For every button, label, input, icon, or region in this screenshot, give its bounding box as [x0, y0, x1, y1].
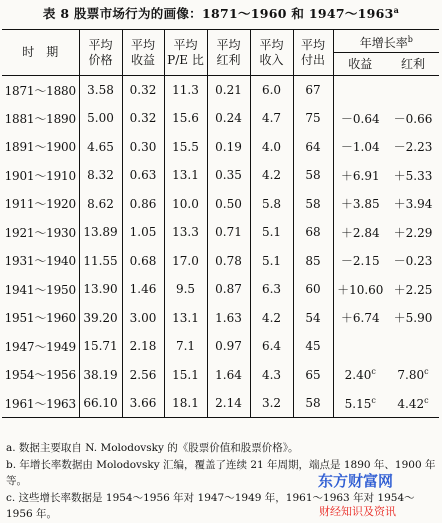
cell-avg-pe: 10.0 [164, 190, 207, 219]
cell-avg-price: 8.32 [79, 161, 122, 190]
table-body [2, 76, 439, 418]
cell-avg-dividend: 0.21 [207, 76, 250, 105]
cell-avg-yield: 6.3 [250, 275, 293, 304]
cell-period: 1891～1900 [4, 140, 76, 155]
cell-growth-earnings: ＋10.60 [333, 275, 387, 304]
cell-avg-earnings: 0.63 [122, 161, 164, 190]
cell-avg-price: 38.19 [79, 361, 122, 390]
cell-avg-pe: 9.5 [164, 275, 207, 304]
cell-avg-pe: 7.1 [164, 332, 207, 361]
cell-avg-earnings: 2.56 [122, 361, 164, 390]
cell-growth-earnings: ＋6.91 [333, 161, 387, 190]
table-row [2, 218, 439, 247]
footnote-b: b. 年增长率数据由 Molodovsky 汇编，覆盖了连续 21 年周期，端点是 1890 年、1900 年等。 [6, 458, 436, 487]
cell-growth-dividend: ＋5.90 [393, 311, 433, 326]
cell-avg-pe: 11.3 [164, 76, 207, 105]
cell-avg-payout: 58 [293, 161, 333, 190]
cell-avg-dividend: 1.64 [207, 361, 250, 390]
cell-avg-price: 3.58 [79, 76, 122, 105]
stock-market-table [2, 29, 439, 418]
cell-growth-dividend [387, 76, 439, 105]
cell-growth-dividend: 7.80$^c$ [397, 367, 429, 383]
cell-avg-yield: 5.1 [250, 218, 293, 247]
cell-growth-earnings [333, 76, 387, 105]
table-row [2, 190, 439, 219]
header-avg-price: 平均 价格 [79, 30, 122, 76]
cell-period: 1941～1950 [4, 282, 76, 297]
cell-avg-price: 8.62 [79, 190, 122, 219]
header-avg-yield: 平均 收入 [250, 30, 293, 76]
cell-avg-yield: 5.8 [250, 190, 293, 219]
cell-growth-dividend: ＋3.94 [393, 197, 433, 212]
cell-avg-earnings: 1.46 [122, 275, 164, 304]
cell-growth-dividend: ＋5.33 [393, 168, 433, 183]
table-row [2, 104, 439, 133]
cell-avg-pe: 13.1 [164, 304, 207, 333]
header-avg-dividend: 平均 红利 [207, 30, 250, 76]
cell-avg-price: 39.20 [79, 304, 122, 333]
cell-avg-earnings: 3.66 [122, 389, 164, 418]
cell-avg-payout: 60 [293, 275, 333, 304]
table-row [2, 76, 439, 105]
cell-avg-yield: 4.0 [250, 133, 293, 162]
table-row [2, 389, 439, 418]
cell-avg-earnings: 0.68 [122, 247, 164, 276]
cell-avg-payout: 67 [293, 76, 333, 105]
cell-growth-dividend: 4.42$^c$ [397, 395, 429, 411]
cell-avg-earnings: 0.32 [122, 104, 164, 133]
cell-avg-payout: 45 [293, 332, 333, 361]
cell-avg-payout: 75 [293, 104, 333, 133]
cell-period: 1921～1930 [4, 225, 76, 240]
table-row [2, 332, 439, 361]
cell-growth-earnings: ＋6.74 [333, 304, 387, 333]
growth-footnote-mark: b [407, 34, 413, 44]
cell-avg-dividend: 0.24 [207, 104, 250, 133]
cell-avg-dividend: 0.87 [207, 275, 250, 304]
cell-growth-dividend: －0.66 [393, 111, 433, 126]
cell-growth-earnings [333, 332, 387, 361]
header-avg-pe: 平均 P/E 比 [164, 30, 207, 76]
cell-avg-price: 66.10 [79, 389, 122, 418]
table-header [2, 30, 439, 76]
cell-growth-dividend: ＋2.25 [393, 282, 433, 297]
cell-period: 1901～1910 [4, 168, 76, 183]
cell-avg-yield: 4.3 [250, 361, 293, 390]
cell-period: 1947～1949 [4, 339, 76, 354]
cell-avg-payout: 54 [293, 304, 333, 333]
table-title [0, 4, 442, 22]
cell-avg-dividend: 0.78 [207, 247, 250, 276]
cell-avg-payout: 58 [293, 190, 333, 219]
cell-avg-yield: 4.2 [250, 161, 293, 190]
cell-avg-payout: 58 [293, 389, 333, 418]
watermark-tagline: 财经知识及资讯 [319, 505, 396, 518]
cell-avg-yield: 5.1 [250, 247, 293, 276]
cell-avg-pe: 15.5 [164, 133, 207, 162]
cell-period: 1951～1960 [4, 311, 76, 326]
footnote-c: c. 这些增长率数据是 1954～1956 年对 1947～1949 年，1961～1963 年对 1954～1956 年。 [6, 491, 415, 520]
cell-period: 1871～1880 [4, 83, 76, 98]
cell-avg-payout: 85 [293, 247, 333, 276]
cell-growth-dividend: －2.23 [393, 140, 433, 155]
cell-avg-yield: 4.2 [250, 304, 293, 333]
cell-period: 1881～1890 [4, 111, 76, 126]
header-avg-payout: 平均 付出 [293, 30, 333, 76]
cell-growth-earnings: 2.40$^c$ [333, 361, 387, 390]
header-growth: 年增长率$^b$ [333, 30, 439, 53]
table-title-text: 表 8 股票市场行为的画像：1871～1960 和 1947～1963 [42, 6, 394, 21]
cell-avg-yield: 4.7 [250, 104, 293, 133]
cell-avg-earnings: 1.05 [122, 218, 164, 247]
header-avg-earnings: 平均 收益 [122, 30, 164, 76]
cell-avg-earnings: 2.18 [122, 332, 164, 361]
cell-avg-price: 13.89 [79, 218, 122, 247]
cell-avg-earnings: 0.30 [122, 133, 164, 162]
cell-avg-pe: 13.3 [164, 218, 207, 247]
cell-avg-pe: 13.1 [164, 161, 207, 190]
cell-avg-yield: 3.2 [250, 389, 293, 418]
cell-period: 1911～1920 [4, 197, 76, 212]
header-period: 时 期 [22, 45, 59, 59]
table-row [2, 133, 439, 162]
table-row [2, 161, 439, 190]
cell-avg-pe: 17.0 [164, 247, 207, 276]
cell-growth-earnings: ＋2.84 [333, 218, 387, 247]
cell-growth-earnings: －1.04 [333, 133, 387, 162]
cell-avg-price: 13.90 [79, 275, 122, 304]
table-row [2, 304, 439, 333]
table-row [2, 247, 439, 276]
cell-avg-pe: 15.6 [164, 104, 207, 133]
cell-avg-yield: 6.4 [250, 332, 293, 361]
cell-growth-earnings: 5.15$^c$ [333, 389, 387, 418]
cell-avg-dividend: 0.97 [207, 332, 250, 361]
cell-growth-dividend: －0.23 [393, 254, 433, 269]
cell-avg-payout: 64 [293, 133, 333, 162]
cell-growth-earnings: －0.64 [333, 104, 387, 133]
cell-avg-price: 4.65 [79, 133, 122, 162]
cell-avg-yield: 6.0 [250, 76, 293, 105]
cell-avg-price: 5.00 [79, 104, 122, 133]
table-row [2, 361, 439, 390]
cell-avg-dividend: 0.71 [207, 218, 250, 247]
cell-avg-payout: 65 [293, 361, 333, 390]
title-footnote-mark: a [393, 4, 400, 15]
cell-avg-pe: 18.1 [164, 389, 207, 418]
cell-period: 1931～1940 [4, 254, 76, 269]
cell-period: 1954～1956 [4, 368, 76, 383]
header-growth-dividend: 红利 [401, 56, 426, 71]
cell-avg-price: 11.55 [79, 247, 122, 276]
cell-avg-dividend: 0.35 [207, 161, 250, 190]
table-row [2, 275, 439, 304]
cell-period: 1961～1963 [4, 396, 76, 411]
cell-avg-earnings: 0.86 [122, 190, 164, 219]
header-growth-earnings: 收益 [333, 53, 387, 76]
cell-avg-dividend: 2.14 [207, 389, 250, 418]
cell-avg-dividend: 1.63 [207, 304, 250, 333]
cell-growth-dividend [387, 332, 439, 361]
cell-avg-pe: 15.1 [164, 361, 207, 390]
watermark-logo: 东方财富网 [318, 472, 394, 490]
cell-avg-dividend: 0.19 [207, 133, 250, 162]
cell-avg-price: 15.71 [79, 332, 122, 361]
footnote-a: a. 数据主要取自 N. Molodovsky 的《股票价值和股票价格》。 [6, 442, 299, 454]
cell-growth-dividend: ＋2.29 [393, 225, 433, 240]
cell-avg-earnings: 0.32 [122, 76, 164, 105]
cell-growth-earnings: －2.15 [333, 247, 387, 276]
cell-avg-dividend: 0.50 [207, 190, 250, 219]
cell-avg-payout: 68 [293, 218, 333, 247]
cell-growth-earnings: ＋3.85 [333, 190, 387, 219]
cell-avg-earnings: 3.00 [122, 304, 164, 333]
